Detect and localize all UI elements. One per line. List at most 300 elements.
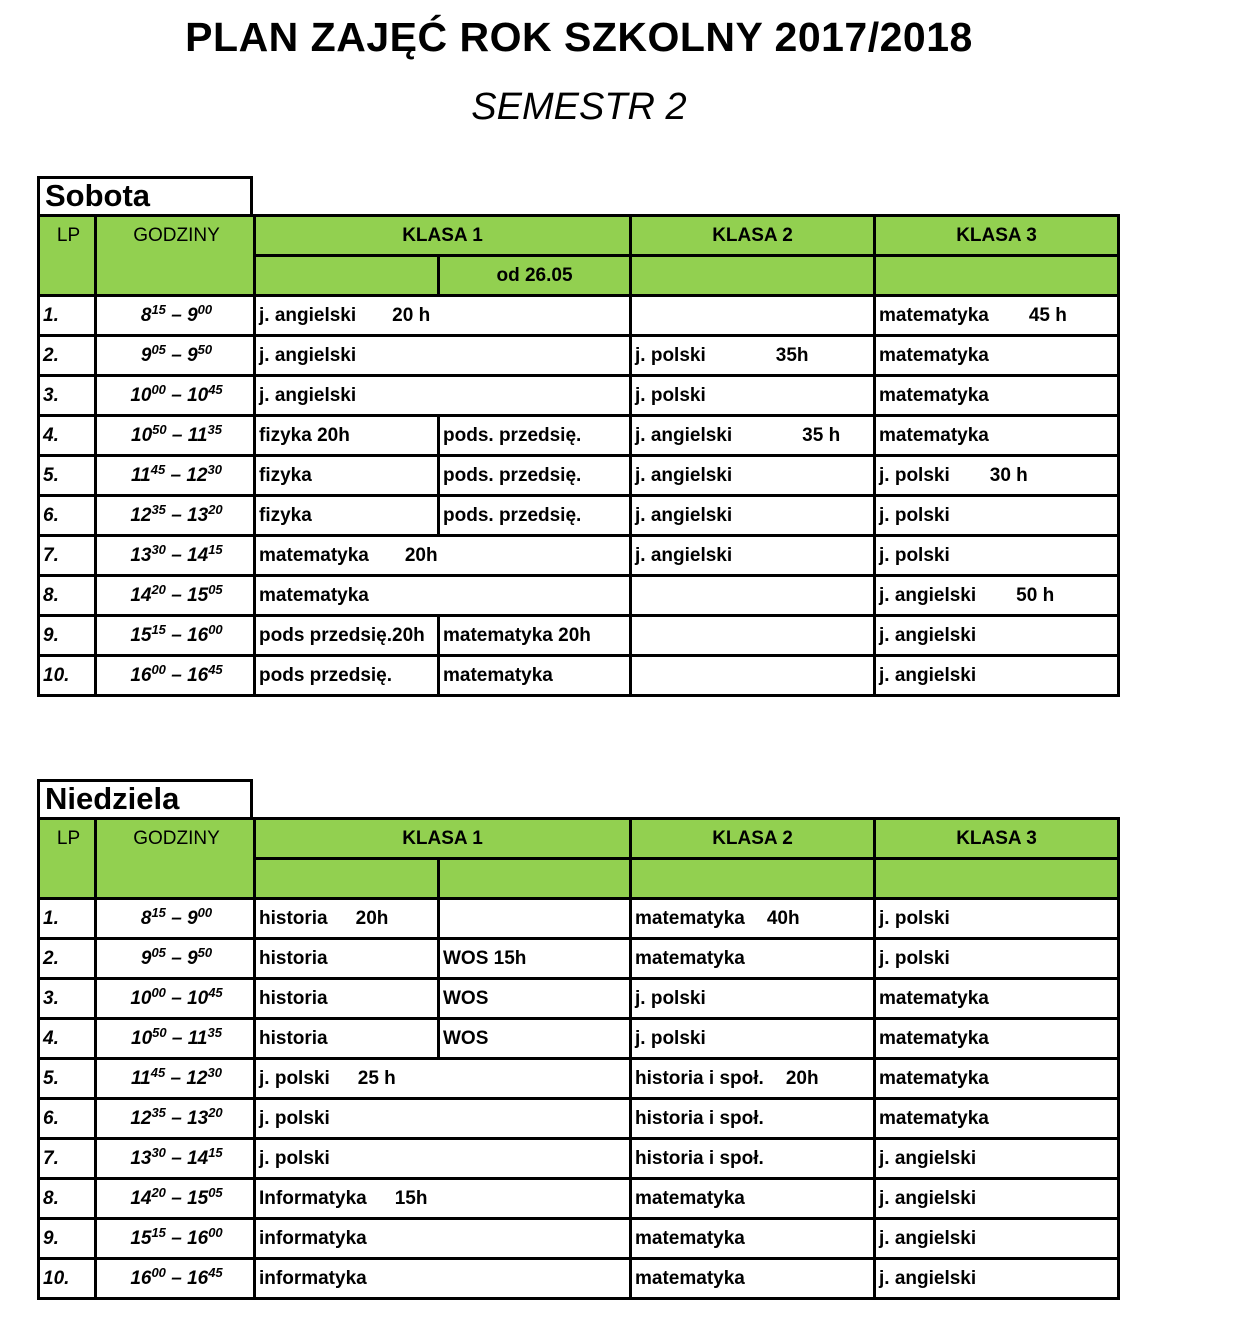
hours: 20h <box>785 1067 819 1089</box>
cell-klasa-1a <box>255 1019 439 1059</box>
cell-klasa-1a <box>255 376 631 416</box>
subject: matematyka <box>879 424 989 446</box>
time-start-hour: 11 <box>131 1067 151 1089</box>
cell-klasa-2 <box>631 1019 875 1059</box>
time-start-hour: 12 <box>130 1107 152 1129</box>
time-end-minutes: 15 <box>208 541 223 557</box>
subject: j. angielski <box>879 664 977 686</box>
schedule-table-niedziela <box>37 817 1120 1300</box>
subject: matematyka <box>259 584 369 606</box>
subject: fizyka <box>259 464 312 486</box>
time-start-hour: 15 <box>130 1227 152 1249</box>
row-number: 10. <box>39 1259 96 1299</box>
hours: 15h <box>394 1187 428 1209</box>
time-end-hour: 16 <box>187 1267 209 1289</box>
hours: 20 h <box>392 304 431 326</box>
cell-klasa-1a <box>255 416 439 456</box>
table-row <box>39 1219 1119 1259</box>
cell-klasa-1a <box>255 1259 631 1299</box>
subject: pods przedsię.20h <box>259 624 425 646</box>
row-number: 7. <box>39 536 96 576</box>
table-row <box>39 536 1119 576</box>
cell-klasa-1a <box>255 296 631 336</box>
time-start-hour: 8 <box>140 907 152 929</box>
subject: matematyka <box>635 1187 745 1209</box>
time-start-hour: 13 <box>130 1147 152 1169</box>
time-start-hour: 13 <box>130 544 152 566</box>
subject: j. angielski <box>259 344 357 366</box>
header-lp: LP <box>39 216 96 296</box>
schedule-table-sobota <box>37 214 1120 697</box>
time-end-hour: 16 <box>187 664 209 686</box>
subject: j. angielski <box>635 424 733 446</box>
time-start-minutes: 05 <box>151 944 166 960</box>
subject: historia <box>259 987 328 1009</box>
time-start-minutes: 20 <box>151 581 166 597</box>
time-separator: – <box>171 987 182 1009</box>
table-row <box>39 1259 1119 1299</box>
time-end-minutes: 00 <box>208 1224 223 1240</box>
time-end-minutes: 30 <box>207 461 222 477</box>
time-start-hour: 8 <box>140 304 152 326</box>
time-end-hour: 13 <box>187 504 209 526</box>
table-row <box>39 1099 1119 1139</box>
subject: j. angielski <box>879 1187 977 1209</box>
row-number: 3. <box>39 979 96 1019</box>
time-end-minutes: 35 <box>207 421 222 437</box>
time-range <box>96 1099 255 1139</box>
row-number: 8. <box>39 1179 96 1219</box>
time-range <box>96 939 255 979</box>
time-start-hour: 14 <box>130 1187 152 1209</box>
cell-klasa-2 <box>631 456 875 496</box>
cell-klasa-1a <box>255 1099 631 1139</box>
cell-klasa-3 <box>875 336 1119 376</box>
header-klasa-2: KLASA 2 <box>631 819 875 859</box>
subject: matematyka <box>879 304 989 326</box>
time-end-hour: 11 <box>187 424 208 446</box>
cell-klasa-2 <box>631 376 875 416</box>
time-separator: – <box>171 1187 182 1209</box>
time-end-minutes: 50 <box>197 944 213 960</box>
cell-klasa-2 <box>631 496 875 536</box>
table-row <box>39 336 1119 376</box>
time-end-hour: 10 <box>187 384 209 406</box>
time-end-hour: 9 <box>187 947 198 969</box>
subject: historia <box>259 947 328 969</box>
time-end-minutes: 15 <box>208 1144 223 1160</box>
cell-klasa-3 <box>875 416 1119 456</box>
hours: 40h <box>766 907 800 929</box>
header-klasa-2: KLASA 2 <box>631 216 875 256</box>
time-range <box>96 576 255 616</box>
subject: matematyka <box>879 1107 989 1129</box>
subject: WOS <box>443 1027 489 1049</box>
cell-klasa-1b <box>439 616 631 656</box>
subject: j. angielski <box>879 1227 977 1249</box>
subject: j. angielski <box>879 1267 977 1289</box>
subject: j. angielski <box>259 384 357 406</box>
row-number: 3. <box>39 376 96 416</box>
cell-klasa-1b <box>439 416 631 456</box>
time-start-minutes: 45 <box>150 461 166 477</box>
subject: historia <box>259 1027 328 1049</box>
time-separator: – <box>171 1147 182 1169</box>
time-end-hour: 14 <box>187 544 209 566</box>
subject: pods przedsię. <box>259 664 393 686</box>
cell-klasa-1b <box>439 979 631 1019</box>
row-number: 9. <box>39 1219 96 1259</box>
time-start-hour: 12 <box>130 504 152 526</box>
subject: j. polski <box>879 504 950 526</box>
time-start-hour: 10 <box>131 1027 153 1049</box>
cell-klasa-3 <box>875 376 1119 416</box>
time-end-minutes: 45 <box>208 984 223 1000</box>
day-label-niedziela: Niedziela <box>37 779 253 817</box>
time-end-hour: 16 <box>187 624 209 646</box>
header-klasa-1: KLASA 1 <box>255 216 631 256</box>
header-godziny: GODZINY <box>96 819 255 899</box>
hours: 30 h <box>989 464 1028 486</box>
hours: 25 h <box>357 1067 396 1089</box>
time-range <box>96 536 255 576</box>
time-start-hour: 16 <box>130 1267 152 1289</box>
time-start-hour: 9 <box>140 947 152 969</box>
cell-klasa-3 <box>875 496 1119 536</box>
time-end-hour: 14 <box>187 1147 209 1169</box>
cell-klasa-1a <box>255 939 439 979</box>
subject: matematyka 20h <box>443 624 591 646</box>
time-range <box>96 416 255 456</box>
cell-klasa-3 <box>875 536 1119 576</box>
cell-klasa-2 <box>631 1179 875 1219</box>
time-range <box>96 376 255 416</box>
time-end-minutes: 30 <box>207 1064 222 1080</box>
subheader-klasa-1a <box>255 859 439 899</box>
subject: matematyka <box>635 947 745 969</box>
cell-klasa-3 <box>875 1219 1119 1259</box>
subject: matematyka <box>879 1027 989 1049</box>
row-number: 2. <box>39 939 96 979</box>
cell-klasa-2 <box>631 939 875 979</box>
time-start-hour: 16 <box>130 664 152 686</box>
cell-klasa-2 <box>631 536 875 576</box>
cell-klasa-3 <box>875 899 1119 939</box>
time-separator: – <box>171 544 182 566</box>
time-range <box>96 1059 255 1099</box>
cell-klasa-3 <box>875 939 1119 979</box>
subject: j. polski <box>879 464 950 486</box>
subject: j. polski <box>879 907 950 929</box>
subject: historia i społ. <box>635 1147 764 1169</box>
row-number: 9. <box>39 616 96 656</box>
table-row <box>39 496 1119 536</box>
time-start-minutes: 15 <box>151 621 166 637</box>
hours: 50 h <box>1016 584 1055 606</box>
subject: WOS 15h <box>443 947 527 969</box>
time-range <box>96 616 255 656</box>
subject: matematyka <box>879 384 989 406</box>
subject: Informatyka <box>259 1187 367 1209</box>
subheader-klasa-2 <box>631 859 875 899</box>
cell-klasa-2 <box>631 1059 875 1099</box>
cell-klasa-2 <box>631 1139 875 1179</box>
time-start-minutes: 00 <box>151 1264 166 1280</box>
time-start-minutes: 15 <box>151 1224 166 1240</box>
time-start-minutes: 20 <box>151 1184 166 1200</box>
subject: historia i społ. <box>635 1107 764 1129</box>
time-end-minutes: 45 <box>208 1264 223 1280</box>
subject: pods. przedsię. <box>443 464 582 486</box>
subject: pods. przedsię. <box>443 424 582 446</box>
cell-klasa-3 <box>875 1139 1119 1179</box>
time-start-minutes: 30 <box>151 1144 166 1160</box>
subject: matematyka <box>635 907 745 929</box>
subject: matematyka <box>879 344 989 366</box>
subject: matematyka <box>259 544 369 566</box>
subject: matematyka <box>443 664 553 686</box>
cell-klasa-1a <box>255 616 439 656</box>
subheader-klasa-1b: od 26.05 <box>439 256 631 296</box>
cell-klasa-1a <box>255 536 631 576</box>
cell-klasa-1a <box>255 496 439 536</box>
time-range <box>96 899 255 939</box>
cell-klasa-2 <box>631 656 875 696</box>
time-start-hour: 9 <box>140 344 152 366</box>
time-end-minutes: 45 <box>208 661 223 677</box>
cell-klasa-3 <box>875 456 1119 496</box>
subject: j. polski <box>259 1147 330 1169</box>
time-separator: – <box>170 464 182 486</box>
time-end-hour: 15 <box>187 1187 209 1209</box>
subject: matematyka <box>879 987 989 1009</box>
subject: j. angielski <box>635 464 733 486</box>
time-separator: – <box>171 1027 183 1049</box>
table-row <box>39 376 1119 416</box>
time-end-hour: 13 <box>187 1107 209 1129</box>
time-start-hour: 10 <box>130 384 152 406</box>
row-number: 1. <box>39 296 96 336</box>
time-range <box>96 1219 255 1259</box>
row-number: 2. <box>39 336 96 376</box>
cell-klasa-1a <box>255 576 631 616</box>
cell-klasa-2 <box>631 979 875 1019</box>
time-end-hour: 9 <box>187 907 198 929</box>
time-separator: – <box>170 1067 182 1089</box>
time-start-hour: 10 <box>131 424 153 446</box>
row-number: 6. <box>39 1099 96 1139</box>
cell-klasa-1a <box>255 336 631 376</box>
hours: 20h <box>404 544 438 566</box>
cell-klasa-3 <box>875 1099 1119 1139</box>
table-row <box>39 656 1119 696</box>
subheader-klasa-3 <box>875 859 1119 899</box>
time-separator: – <box>171 1227 182 1249</box>
time-range <box>96 336 255 376</box>
time-end-hour: 10 <box>187 987 209 1009</box>
time-end-minutes: 20 <box>208 1104 223 1120</box>
cell-klasa-1b <box>439 496 631 536</box>
table-row <box>39 1019 1119 1059</box>
hours: 35h <box>775 344 809 366</box>
time-separator: – <box>171 504 182 526</box>
time-start-minutes: 00 <box>151 661 166 677</box>
subject: j. angielski <box>635 504 733 526</box>
time-start-minutes: 05 <box>151 341 166 357</box>
cell-klasa-3 <box>875 296 1119 336</box>
subject: informatyka <box>259 1267 367 1289</box>
subject: j. angielski <box>635 544 733 566</box>
page-title: PLAN ZAJĘĆ ROK SZKOLNY 2017/2018 <box>185 14 973 60</box>
cell-klasa-1b <box>439 939 631 979</box>
time-separator: – <box>171 344 182 366</box>
table-row <box>39 296 1119 336</box>
table-row <box>39 1059 1119 1099</box>
row-number: 4. <box>39 416 96 456</box>
cell-klasa-2 <box>631 296 875 336</box>
time-range <box>96 1259 255 1299</box>
time-start-minutes: 00 <box>151 984 166 1000</box>
cell-klasa-1a <box>255 1139 631 1179</box>
subject: informatyka <box>259 1227 367 1249</box>
header-godziny: GODZINY <box>96 216 255 296</box>
time-range <box>96 1179 255 1219</box>
time-end-hour: 12 <box>186 1067 208 1089</box>
table-row <box>39 979 1119 1019</box>
row-number: 7. <box>39 1139 96 1179</box>
cell-klasa-1a <box>255 1179 631 1219</box>
time-start-minutes: 50 <box>152 1024 167 1040</box>
table-row <box>39 939 1119 979</box>
subheader-klasa-2 <box>631 256 875 296</box>
cell-klasa-2 <box>631 1219 875 1259</box>
time-separator: – <box>171 1107 182 1129</box>
cell-klasa-1a <box>255 1059 631 1099</box>
time-range <box>96 656 255 696</box>
subject: fizyka <box>259 504 312 526</box>
time-range <box>96 1139 255 1179</box>
subject: fizyka 20h <box>259 424 350 446</box>
cell-klasa-1b <box>439 899 631 939</box>
cell-klasa-2 <box>631 336 875 376</box>
row-number: 8. <box>39 576 96 616</box>
table-row <box>39 1139 1119 1179</box>
subject: j. polski <box>635 344 706 366</box>
time-end-minutes: 00 <box>197 904 213 920</box>
cell-klasa-1b <box>439 456 631 496</box>
row-number: 1. <box>39 899 96 939</box>
cell-klasa-1a <box>255 899 439 939</box>
time-separator: – <box>171 664 182 686</box>
row-number: 5. <box>39 1059 96 1099</box>
table-row <box>39 416 1119 456</box>
time-start-minutes: 15 <box>151 301 166 317</box>
hours: 20h <box>355 907 389 929</box>
day-label-sobota: Sobota <box>37 176 253 214</box>
cell-klasa-2 <box>631 899 875 939</box>
time-separator: – <box>171 907 182 929</box>
cell-klasa-2 <box>631 416 875 456</box>
time-end-minutes: 45 <box>208 381 223 397</box>
subheader-klasa-1a <box>255 256 439 296</box>
time-separator: – <box>171 947 182 969</box>
subject: j. polski <box>879 544 950 566</box>
subject: j. polski <box>259 1067 330 1089</box>
time-end-hour: 9 <box>187 304 198 326</box>
time-start-hour: 14 <box>130 584 152 606</box>
cell-klasa-3 <box>875 1019 1119 1059</box>
time-separator: – <box>171 424 183 446</box>
time-end-hour: 16 <box>187 1227 209 1249</box>
cell-klasa-1b <box>439 1019 631 1059</box>
time-end-hour: 15 <box>187 584 209 606</box>
cell-klasa-3 <box>875 979 1119 1019</box>
cell-klasa-2 <box>631 616 875 656</box>
cell-klasa-1a <box>255 656 439 696</box>
cell-klasa-2 <box>631 1259 875 1299</box>
time-range <box>96 1019 255 1059</box>
cell-klasa-1a <box>255 456 439 496</box>
time-start-minutes: 50 <box>152 421 167 437</box>
time-end-hour: 12 <box>186 464 208 486</box>
subject: j. polski <box>635 1027 706 1049</box>
subject: j. angielski <box>259 304 357 326</box>
subject: j. polski <box>259 1107 330 1129</box>
time-range <box>96 296 255 336</box>
time-end-minutes: 05 <box>208 581 223 597</box>
time-separator: – <box>171 384 182 406</box>
header-klasa-3: KLASA 3 <box>875 819 1119 859</box>
subheader-klasa-1b <box>439 859 631 899</box>
hours: 45 h <box>1028 304 1067 326</box>
table-row <box>39 1179 1119 1219</box>
time-end-minutes: 05 <box>208 1184 223 1200</box>
header-lp: LP <box>39 819 96 899</box>
time-start-minutes: 35 <box>151 1104 166 1120</box>
row-number: 5. <box>39 456 96 496</box>
table-row <box>39 576 1119 616</box>
page-subtitle: SEMESTR 2 <box>471 86 687 128</box>
subject: j. angielski <box>879 584 977 606</box>
table-row <box>39 899 1119 939</box>
cell-klasa-3 <box>875 616 1119 656</box>
subject: pods. przedsię. <box>443 504 582 526</box>
time-start-hour: 10 <box>130 987 152 1009</box>
time-start-hour: 15 <box>130 624 152 646</box>
time-start-minutes: 35 <box>151 501 166 517</box>
time-separator: – <box>171 304 182 326</box>
time-range <box>96 979 255 1019</box>
time-end-minutes: 35 <box>207 1024 222 1040</box>
subject: j. polski <box>879 947 950 969</box>
subject: historia i społ. <box>635 1067 764 1089</box>
time-end-hour: 9 <box>187 344 198 366</box>
time-start-minutes: 00 <box>151 381 166 397</box>
header-klasa-3: KLASA 3 <box>875 216 1119 256</box>
cell-klasa-3 <box>875 656 1119 696</box>
row-number: 4. <box>39 1019 96 1059</box>
time-end-minutes: 00 <box>197 301 213 317</box>
time-range <box>96 456 255 496</box>
time-start-hour: 11 <box>131 464 151 486</box>
subject: matematyka <box>635 1267 745 1289</box>
hours: 35 h <box>802 424 841 446</box>
subject: WOS <box>443 987 489 1009</box>
time-separator: – <box>171 624 182 646</box>
time-start-minutes: 15 <box>151 904 166 920</box>
subject: matematyka <box>879 1067 989 1089</box>
header-klasa-1: KLASA 1 <box>255 819 631 859</box>
